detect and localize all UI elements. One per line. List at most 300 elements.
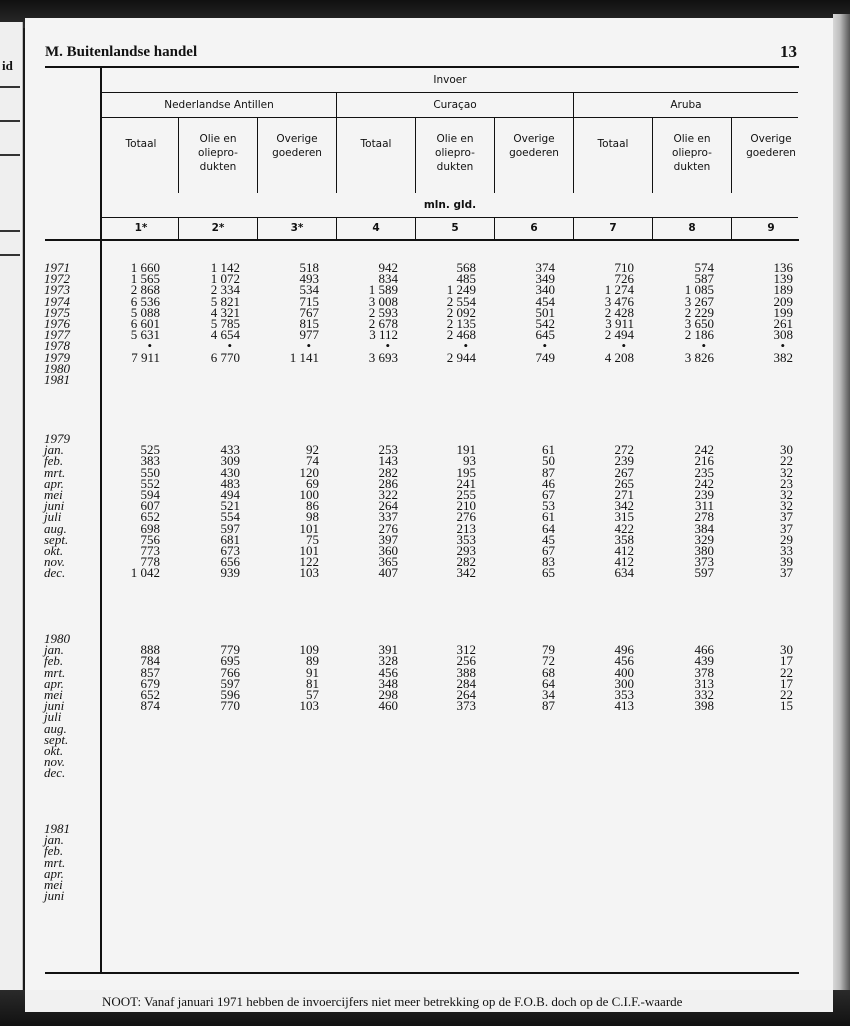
page-stack-edge (833, 14, 850, 1004)
row-label: mrt. (44, 464, 66, 480)
row-label: juni (44, 498, 65, 514)
table-cell: 767 (299, 304, 319, 320)
table-cell: 46 (542, 475, 555, 491)
row-label: feb. (44, 453, 64, 469)
table-cell: 267 (614, 464, 634, 480)
table-cell: 98 (306, 509, 319, 525)
table-cell: 199 (773, 304, 793, 320)
table-cell: 656 (220, 554, 240, 570)
table-cell: 87 (542, 464, 555, 480)
subcolumn-header (102, 137, 180, 151)
table-cell: 857 (140, 664, 160, 680)
row-label: 1981 (44, 821, 70, 836)
table-cell: 68 (542, 664, 555, 680)
table-cell: 3 650 (684, 315, 714, 331)
table-cell: 6 536 (130, 293, 160, 309)
row-label: feb. (44, 843, 64, 859)
table-cell: 22 (780, 453, 793, 469)
column-number: 2* (211, 222, 225, 234)
table-cell: 276 (456, 509, 476, 525)
table-cell: 103 (299, 565, 319, 581)
row-label: 1974 (44, 293, 70, 309)
subcolumn-header (653, 132, 731, 174)
table-cell: 412 (614, 554, 634, 570)
data-column (644, 262, 714, 385)
row-label: apr. (44, 475, 64, 491)
table-cell: 136 (773, 260, 793, 275)
subcolumn-header-line: Olie en (436, 133, 474, 145)
table-cell: 57 (306, 686, 319, 702)
subcolumn-header (337, 137, 415, 151)
table-cell: 91 (306, 664, 319, 680)
row-label: mei (44, 686, 63, 702)
table-cell (328, 767, 398, 778)
data-column (328, 262, 398, 385)
table-cell (170, 723, 240, 734)
table-cell (406, 745, 476, 756)
table-cell: 594 (140, 486, 160, 502)
table-cell (485, 756, 555, 767)
table-cell (90, 734, 160, 745)
table-cell: 550 (140, 464, 160, 480)
column-number: 5 (451, 222, 459, 234)
table-cell: 460 (378, 698, 398, 714)
table-cell: 596 (220, 686, 240, 702)
table-cell: 407 (378, 565, 398, 581)
row-label: 1978 (44, 338, 70, 354)
row-label: dec. (44, 765, 66, 781)
table-cell: 109 (299, 642, 319, 658)
table-cell: 271 (614, 486, 634, 502)
column-number: 9 (767, 222, 775, 234)
table-cell: 5 631 (130, 327, 160, 343)
table-cell: 597 (694, 565, 714, 581)
table-cell: 100 (299, 486, 319, 502)
table-cell: 3 911 (605, 315, 634, 331)
table-cell: 342 (456, 565, 476, 581)
table-cell: • (542, 338, 547, 354)
row-label: jan. (44, 642, 64, 658)
table-cell: 242 (694, 442, 714, 458)
table-cell: 2 229 (684, 304, 714, 320)
edge-tick (0, 254, 20, 256)
data-column (485, 262, 555, 385)
table-cell (485, 734, 555, 745)
table-cell: 756 (140, 531, 160, 547)
table-cell: 388 (456, 664, 476, 680)
table-cell: 766 (220, 664, 240, 680)
table-cell: 456 (614, 653, 634, 669)
table-cell: 942 (378, 260, 398, 275)
table-cell: 534 (299, 282, 319, 298)
table-cell: 93 (463, 453, 476, 469)
table-cell: 342 (614, 498, 634, 514)
header-bottom-rule (45, 239, 799, 241)
subcolumn-header-line: Totaal (125, 138, 157, 150)
table-cell (564, 745, 634, 756)
table-cell: 75 (306, 531, 319, 547)
table-cell: 454 (535, 293, 555, 309)
table-cell: 139 (773, 271, 793, 287)
subcolumn-header-line: dukten (199, 161, 237, 173)
table-cell: 749 (535, 349, 555, 365)
table-cell: 1 589 (368, 282, 398, 298)
table-cell: 542 (535, 315, 555, 331)
data-column (564, 633, 634, 778)
table-cell: 874 (140, 698, 160, 714)
table-cell: 773 (140, 542, 160, 558)
unit-label: mln. gld. (423, 199, 477, 211)
table-cell: 3 008 (368, 293, 398, 309)
table-cell: 261 (773, 315, 793, 331)
table-cell: 358 (614, 531, 634, 547)
subcolumn-header (495, 132, 573, 160)
table-cell (249, 374, 319, 385)
data-column (90, 262, 160, 385)
table-cell: 3 476 (604, 293, 634, 309)
subcolumn-header (574, 137, 652, 151)
footnote: NOOT: Vanaf januari 1971 hebben de invoercijfers niet meer betrekking op de F.O.B. doch op de C.I.F.-waarde (102, 994, 683, 1009)
table-cell: 239 (614, 453, 634, 469)
table-cell: 5 821 (210, 293, 240, 309)
table-cell: 645 (535, 327, 555, 343)
row-label: 1981 (44, 371, 70, 387)
table-cell: 2 428 (604, 304, 634, 320)
table-cell (249, 756, 319, 767)
edge-tick (0, 120, 20, 122)
data-column (90, 633, 160, 778)
table-cell: 365 (378, 554, 398, 570)
table-cell: 2 868 (130, 282, 160, 298)
adjacent-page-edge (0, 22, 23, 992)
table-cell: 45 (542, 531, 555, 547)
table-cell: 3 693 (368, 349, 398, 365)
table-cell: 3 826 (684, 349, 714, 365)
table-cell (328, 734, 398, 745)
table-cell: 143 (378, 453, 398, 469)
table-cell: 568 (456, 260, 476, 275)
table-cell (406, 374, 476, 385)
table-cell: 64 (542, 520, 555, 536)
table-cell: 4 654 (210, 327, 240, 343)
table-cell: 3 267 (684, 293, 714, 309)
table-cell (90, 723, 160, 734)
row-label: 1976 (44, 315, 70, 331)
table-cell: 382 (773, 349, 793, 365)
column-number: 6 (530, 222, 538, 234)
table-cell (406, 756, 476, 767)
table-cell: 81 (306, 675, 319, 691)
column-number: 8 (688, 222, 696, 234)
table-cell: 2 678 (368, 315, 398, 331)
table-cell: 34 (542, 686, 555, 702)
table-cell: 349 (535, 271, 555, 287)
row-label: okt. (44, 742, 64, 758)
table-cell: 384 (694, 520, 714, 536)
table-cell: 779 (220, 642, 240, 658)
table-cell (249, 723, 319, 734)
table-cell: 726 (614, 271, 634, 287)
row-label: okt. (44, 542, 64, 558)
table-cell: 2 494 (604, 327, 634, 343)
table-cell (328, 374, 398, 385)
table-cell (644, 745, 714, 756)
table-cell: 29 (780, 531, 793, 547)
table-cell: 1 141 (289, 349, 319, 365)
table-cell: 242 (694, 475, 714, 491)
data-column (249, 262, 319, 385)
table-cell: • (306, 338, 311, 354)
table-cell: 353 (614, 686, 634, 702)
table-cell: 37 (780, 509, 793, 525)
table-cell: 37 (780, 520, 793, 536)
table-cell: 276 (378, 520, 398, 536)
data-column (406, 633, 476, 778)
table-cell: 33 (780, 542, 793, 558)
table-cell: 679 (140, 675, 160, 691)
table-cell: 79 (542, 642, 555, 658)
column-number: 3* (290, 222, 304, 234)
table-cell: • (780, 338, 785, 354)
table-cell (644, 723, 714, 734)
row-label: 1977 (44, 327, 70, 343)
table-cell: 391 (378, 642, 398, 658)
row-label: 1979 (44, 349, 70, 365)
table-cell: 255 (456, 486, 476, 502)
table-cell: 5 088 (130, 304, 160, 320)
table-cell: 778 (140, 554, 160, 570)
table-cell: 23 (780, 475, 793, 491)
table-cell: 1 274 (604, 282, 634, 298)
subcolumn-header-line: Overige (513, 133, 555, 145)
table-cell: 3 112 (369, 327, 398, 343)
table-cell: 353 (456, 531, 476, 547)
table-cell: 286 (378, 475, 398, 491)
data-column (644, 633, 714, 778)
table-cell: 525 (140, 442, 160, 458)
table-cell: 39 (780, 554, 793, 570)
table-cell: 256 (456, 653, 476, 669)
table-cell (406, 767, 476, 778)
table-cell: 433 (220, 442, 240, 458)
table-cell: 1 660 (130, 260, 160, 275)
table-cell: 373 (694, 554, 714, 570)
table-cell: 2 554 (446, 293, 476, 309)
table-cell: 216 (694, 453, 714, 469)
edge-tick (0, 230, 20, 232)
table-cell: 272 (614, 442, 634, 458)
table-cell (328, 745, 398, 756)
table-cell (249, 745, 319, 756)
subcolumn-header-line: dukten (673, 161, 711, 173)
table-cell (485, 374, 555, 385)
row-label: apr. (44, 865, 64, 881)
table-cell (564, 767, 634, 778)
column-number: 1* (134, 222, 148, 234)
table-cell: 264 (378, 498, 398, 514)
table-cell: 64 (542, 675, 555, 691)
table-cell: 50 (542, 453, 555, 469)
table-cell: • (227, 338, 232, 354)
subcolumn-header-line: Overige (276, 133, 318, 145)
table-cell (564, 756, 634, 767)
subcolumn-header-line: oliepro- (435, 147, 475, 159)
table-cell: 101 (299, 520, 319, 536)
table-cell: 69 (306, 475, 319, 491)
table-cell (564, 374, 634, 385)
table-cell: 493 (299, 271, 319, 287)
table-cell: 53 (542, 498, 555, 514)
table-cell: 1 072 (210, 271, 240, 287)
table-cell: 380 (694, 542, 714, 558)
table-cell: 264 (456, 686, 476, 702)
table-cell: 253 (378, 442, 398, 458)
data-column (170, 262, 240, 385)
table-cell: 466 (694, 642, 714, 658)
table-cell: 360 (378, 542, 398, 558)
table-cell (723, 734, 793, 745)
row-label: apr. (44, 675, 64, 691)
table-cell: 413 (614, 698, 634, 714)
table-cell: 977 (299, 327, 319, 343)
table-cell: 328 (378, 653, 398, 669)
table-cell: 1 042 (130, 565, 160, 581)
table-cell (723, 723, 793, 734)
table-cell: • (463, 338, 468, 354)
column-number: 7 (609, 222, 617, 234)
table-cell: 673 (220, 542, 240, 558)
subcolumn-header (732, 132, 810, 160)
table-cell: 67 (542, 542, 555, 558)
data-column (723, 433, 793, 581)
region-nederlandse-antillen: Nederlandse Antillen (164, 99, 274, 111)
table-cell: 710 (614, 260, 634, 275)
subcolumn-header-line: oliepro- (198, 147, 238, 159)
table-cell: 210 (456, 498, 476, 514)
table-cell: 521 (220, 498, 240, 514)
data-column (723, 633, 793, 778)
row-label: mei (44, 486, 63, 502)
row-label: juni (44, 888, 65, 904)
table-cell: 87 (542, 698, 555, 714)
data-column (170, 633, 240, 778)
row-label: aug. (44, 520, 67, 536)
data-column (644, 433, 714, 581)
table-cell: 695 (220, 653, 240, 669)
table-cell (644, 734, 714, 745)
table-cell (249, 767, 319, 778)
table-cell: 311 (694, 498, 714, 514)
table-cell: 422 (614, 520, 634, 536)
table-cell: 101 (299, 542, 319, 558)
table-cell (170, 374, 240, 385)
table-cell: 501 (535, 304, 555, 320)
table-cell: 86 (306, 498, 319, 514)
data-column (90, 433, 160, 581)
table-cell: 4 321 (210, 304, 240, 320)
table-cell: 1 249 (446, 282, 476, 298)
table-cell (485, 745, 555, 756)
table-cell (644, 767, 714, 778)
table-cell: 278 (694, 509, 714, 525)
table-cell: 574 (694, 260, 714, 275)
row-label: mei (44, 876, 63, 892)
table-cell: 315 (614, 509, 634, 525)
table-cell: 309 (220, 453, 240, 469)
data-column (249, 633, 319, 778)
region-curacao: Curaçao (433, 99, 477, 111)
table-cell (564, 723, 634, 734)
data-column (564, 433, 634, 581)
edge-tick (0, 154, 20, 156)
row-label: aug. (44, 720, 67, 736)
table-cell: 213 (456, 520, 476, 536)
table-cell: 189 (773, 282, 793, 298)
row-label: sept. (44, 531, 69, 547)
row-label: 1980 (44, 360, 70, 376)
table-cell: 2 468 (446, 327, 476, 343)
table-cell: 554 (220, 509, 240, 525)
table-cell: 103 (299, 698, 319, 714)
table-cell: 17 (780, 675, 793, 691)
table-cell: 89 (306, 653, 319, 669)
table-cell: 373 (456, 698, 476, 714)
table-cell: 191 (456, 442, 476, 458)
data-column (249, 433, 319, 581)
table-cell: 6 601 (130, 315, 160, 331)
region-aruba: Aruba (670, 99, 702, 111)
data-column (328, 633, 398, 778)
table-cell: 374 (535, 260, 555, 275)
table-cell (564, 734, 634, 745)
subcolumn-header (416, 132, 494, 174)
table-cell (170, 767, 240, 778)
table-cell (406, 723, 476, 734)
table-cell: 65 (542, 565, 555, 581)
row-label: 1980 (44, 631, 70, 646)
table-cell: 61 (542, 509, 555, 525)
row-label: juli (44, 709, 62, 725)
table-cell: 122 (299, 554, 319, 570)
table-cell (485, 767, 555, 778)
table-cell (170, 734, 240, 745)
data-column (406, 262, 476, 385)
row-label: 1971 (44, 260, 70, 275)
table-cell: 308 (773, 327, 793, 343)
data-column (723, 262, 793, 385)
table-cell: 383 (140, 453, 160, 469)
row-labels-1981 (44, 821, 104, 904)
edge-tick (0, 86, 20, 88)
table-cell: 74 (306, 453, 319, 469)
table-cell: 348 (378, 675, 398, 691)
table-cell: 72 (542, 653, 555, 669)
table-cell: 32 (780, 486, 793, 502)
table-cell: 1 142 (210, 260, 240, 275)
subcolumn-header-line: dukten (436, 161, 474, 173)
row-label: feb. (44, 653, 64, 669)
table-bottom-rule (45, 972, 799, 974)
table-cell: 597 (220, 675, 240, 691)
adjacent-page-text: id (2, 58, 13, 73)
table-cell: 322 (378, 486, 398, 502)
table-cell: 332 (694, 686, 714, 702)
table-cell: 2 092 (446, 304, 476, 320)
table-cell: 284 (456, 675, 476, 691)
table-cell: 398 (694, 698, 714, 714)
table-cell: 337 (378, 509, 398, 525)
region-rule (100, 117, 798, 118)
